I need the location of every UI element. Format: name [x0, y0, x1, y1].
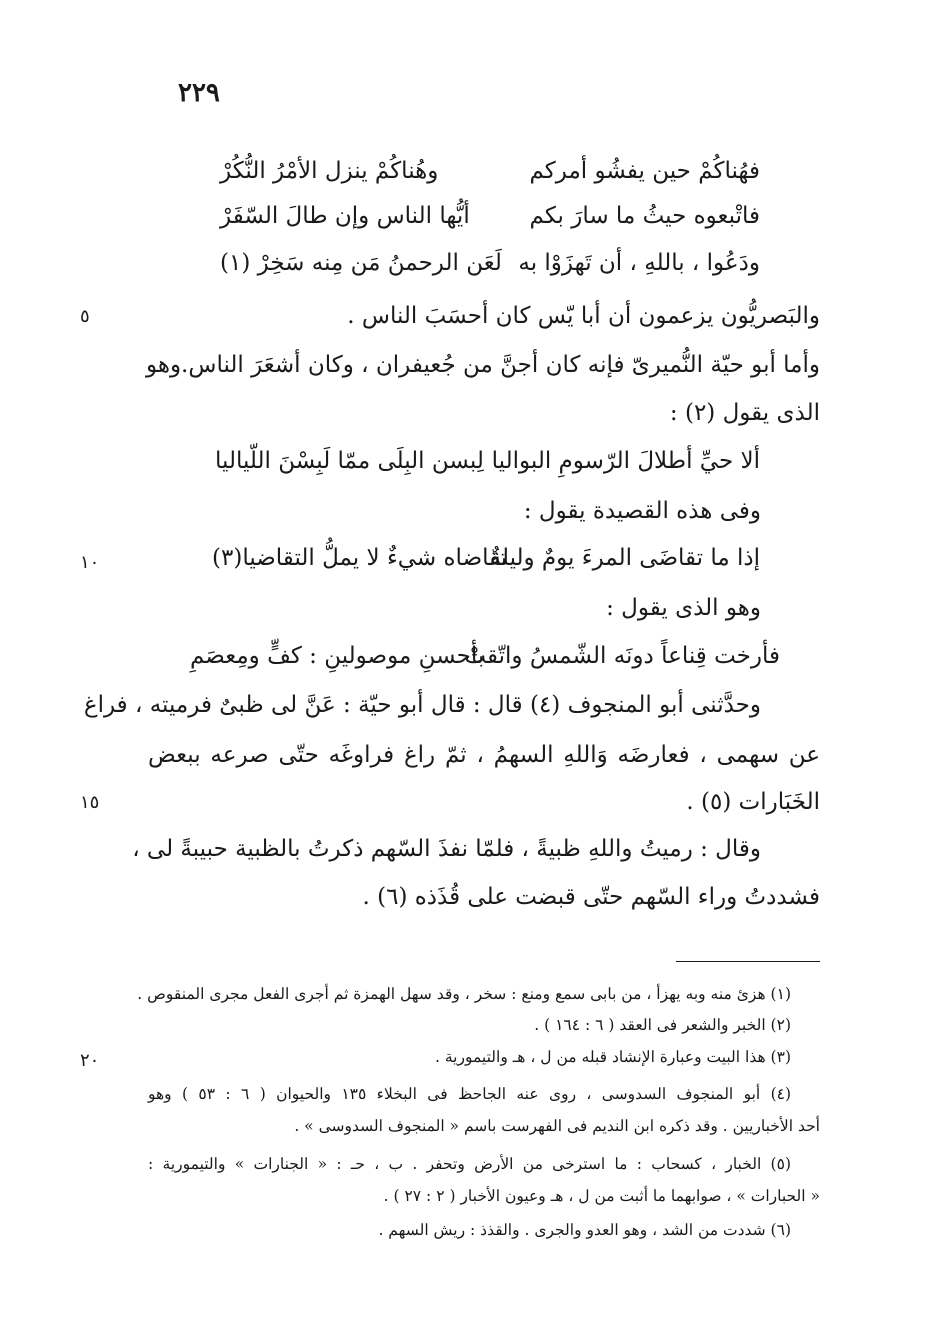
footnote: (١) هزئ منه وبه يهزأ ، من بابى سمع ومنع : سخر ، وقد سهل الهمزة ثم أجرى الفعل مجرى المنقوص .	[137, 985, 791, 1003]
paragraph-line: وفى هذه القصيدة يقول :	[523, 498, 761, 524]
paragraph-line: وأما أبو حيّة النُّميرىّ فإنه كان أجنَّ من جُعيفران ، وكان أشعَرَ الناس.وهو	[145, 352, 820, 378]
line-number-10: ١٠	[80, 552, 100, 573]
paragraph-line: عن سهمى ، فعارضَه وَاللهِ السهمُ ، ثمّ راغ فراوغَه حتّى صرعه ببعض	[148, 742, 820, 768]
footnote: (٣) هذا البيت وعبارة الإنشاد قبله من ل ، هـ والتيمورية .	[435, 1048, 791, 1066]
verse-hemistich-first: فأرخت قِناعاً دونَه الشّمسُ واتّقتْ	[464, 643, 780, 669]
footnote: (٤) أبو المنجوف السدوسى ، روى عنه الجاحظ فى البخلاء ١٣٥ والحيوان ( ٦ : ٥٣ ) وهو	[148, 1085, 792, 1103]
paragraph-line: الذى يقول (٢) :	[669, 400, 820, 426]
verse-line	[180, 250, 760, 282]
verse-hemistich-first: فاتْبعوه حيثُ ما سارَ بكم	[529, 203, 760, 229]
footnote-divider	[676, 961, 820, 962]
verse-hemistich-second: بأحسنِ موصولينِ : كفٍّ ومِعصَمِ	[190, 643, 485, 669]
paragraph-line: وحدَّثنى أبو المنجوف (٤) قال : قال أبو حيّة : عَنَّ لى ظبىٌ فرميته ، فراغ	[83, 692, 761, 718]
paragraph-line: والبَصريُّون يزعمون أن أبا يّس كان أحسَبَ الناس .	[347, 303, 820, 329]
verse-hemistich-first: إذا ما تقاضَى المرءَ يومٌ وليلةٌ	[489, 545, 760, 571]
line-number-15: ١٥	[80, 792, 100, 813]
footnote: (٢) الخبر والشعر فى العقد ( ٦ : ١٦٤ ) .	[534, 1016, 791, 1034]
verse-hemistich-first: ودَعُوا ، باللهِ ، أن تَهزَوْا به	[518, 250, 760, 276]
paragraph-line: وهو الذى يقول :	[606, 595, 761, 621]
verse-line	[180, 203, 760, 235]
verse-hemistich-first: ألا حيِّ أطلالَ الرّسومِ البواليا	[491, 448, 760, 474]
verse-line	[180, 158, 760, 190]
verse-line	[190, 643, 780, 675]
verse-line	[212, 545, 760, 577]
verse-hemistich-second: أيُّها الناس وإن طالَ السّفَرْ	[220, 203, 470, 229]
line-number-5: ٥	[80, 306, 90, 327]
footnote: أحد الأخباريين . وقد ذكره ابن النديم فى الفهرست باسم « المنجوف السدوسى » .	[294, 1117, 820, 1135]
verse-hemistich-first: فهُناكُمْ حين يفشُو أمركم	[529, 158, 760, 184]
verse-hemistich-second: لَعَن الرحمنُ مَن مِنه سَخِرْ (١)	[220, 250, 502, 276]
verse-hemistich-second: لِبسن البِلَى ممّا لَبِسْنَ اللّياليا	[215, 448, 484, 474]
verse-hemistich-second: وهُناكُمْ ينزل الأمْرُ النُّكُرْ	[220, 158, 439, 184]
paragraph-line: الخَبَارات (٥) .	[686, 789, 820, 815]
footnote: (٥) الخبار ، كسحاب : ما استرخى من الأرض وتحفر . ب ، حـ : « الجنارات » والتيمورية :	[148, 1155, 791, 1173]
line-number-20: ٢٠	[80, 1050, 100, 1071]
paragraph-line: فشددتُ وراء السّهم حتّى قبضت على قُذَذه (٦) .	[362, 884, 820, 910]
verse-line	[215, 448, 760, 480]
page-number: ٢٢٩	[178, 78, 220, 108]
paragraph-line: وقال : رميتُ واللهِ ظبيةً ، فلمّا نفذَ السّهم ذكرتُ بالظبية حبيبةً لى ،	[132, 836, 761, 862]
verse-hemistich-second: تقاضاه شيءٌ لا يملُّ التقاضيا(٣)	[212, 545, 508, 571]
footnote: (٦) شددت من الشد ، وهو العدو والجرى . والقذذ : ريش السهم .	[378, 1221, 791, 1239]
footnote: « الحبارات » ، صوابهما ما أثبت من ل ، هـ وعيون الأخبار ( ٢ : ٢٧ ) .	[383, 1187, 820, 1205]
